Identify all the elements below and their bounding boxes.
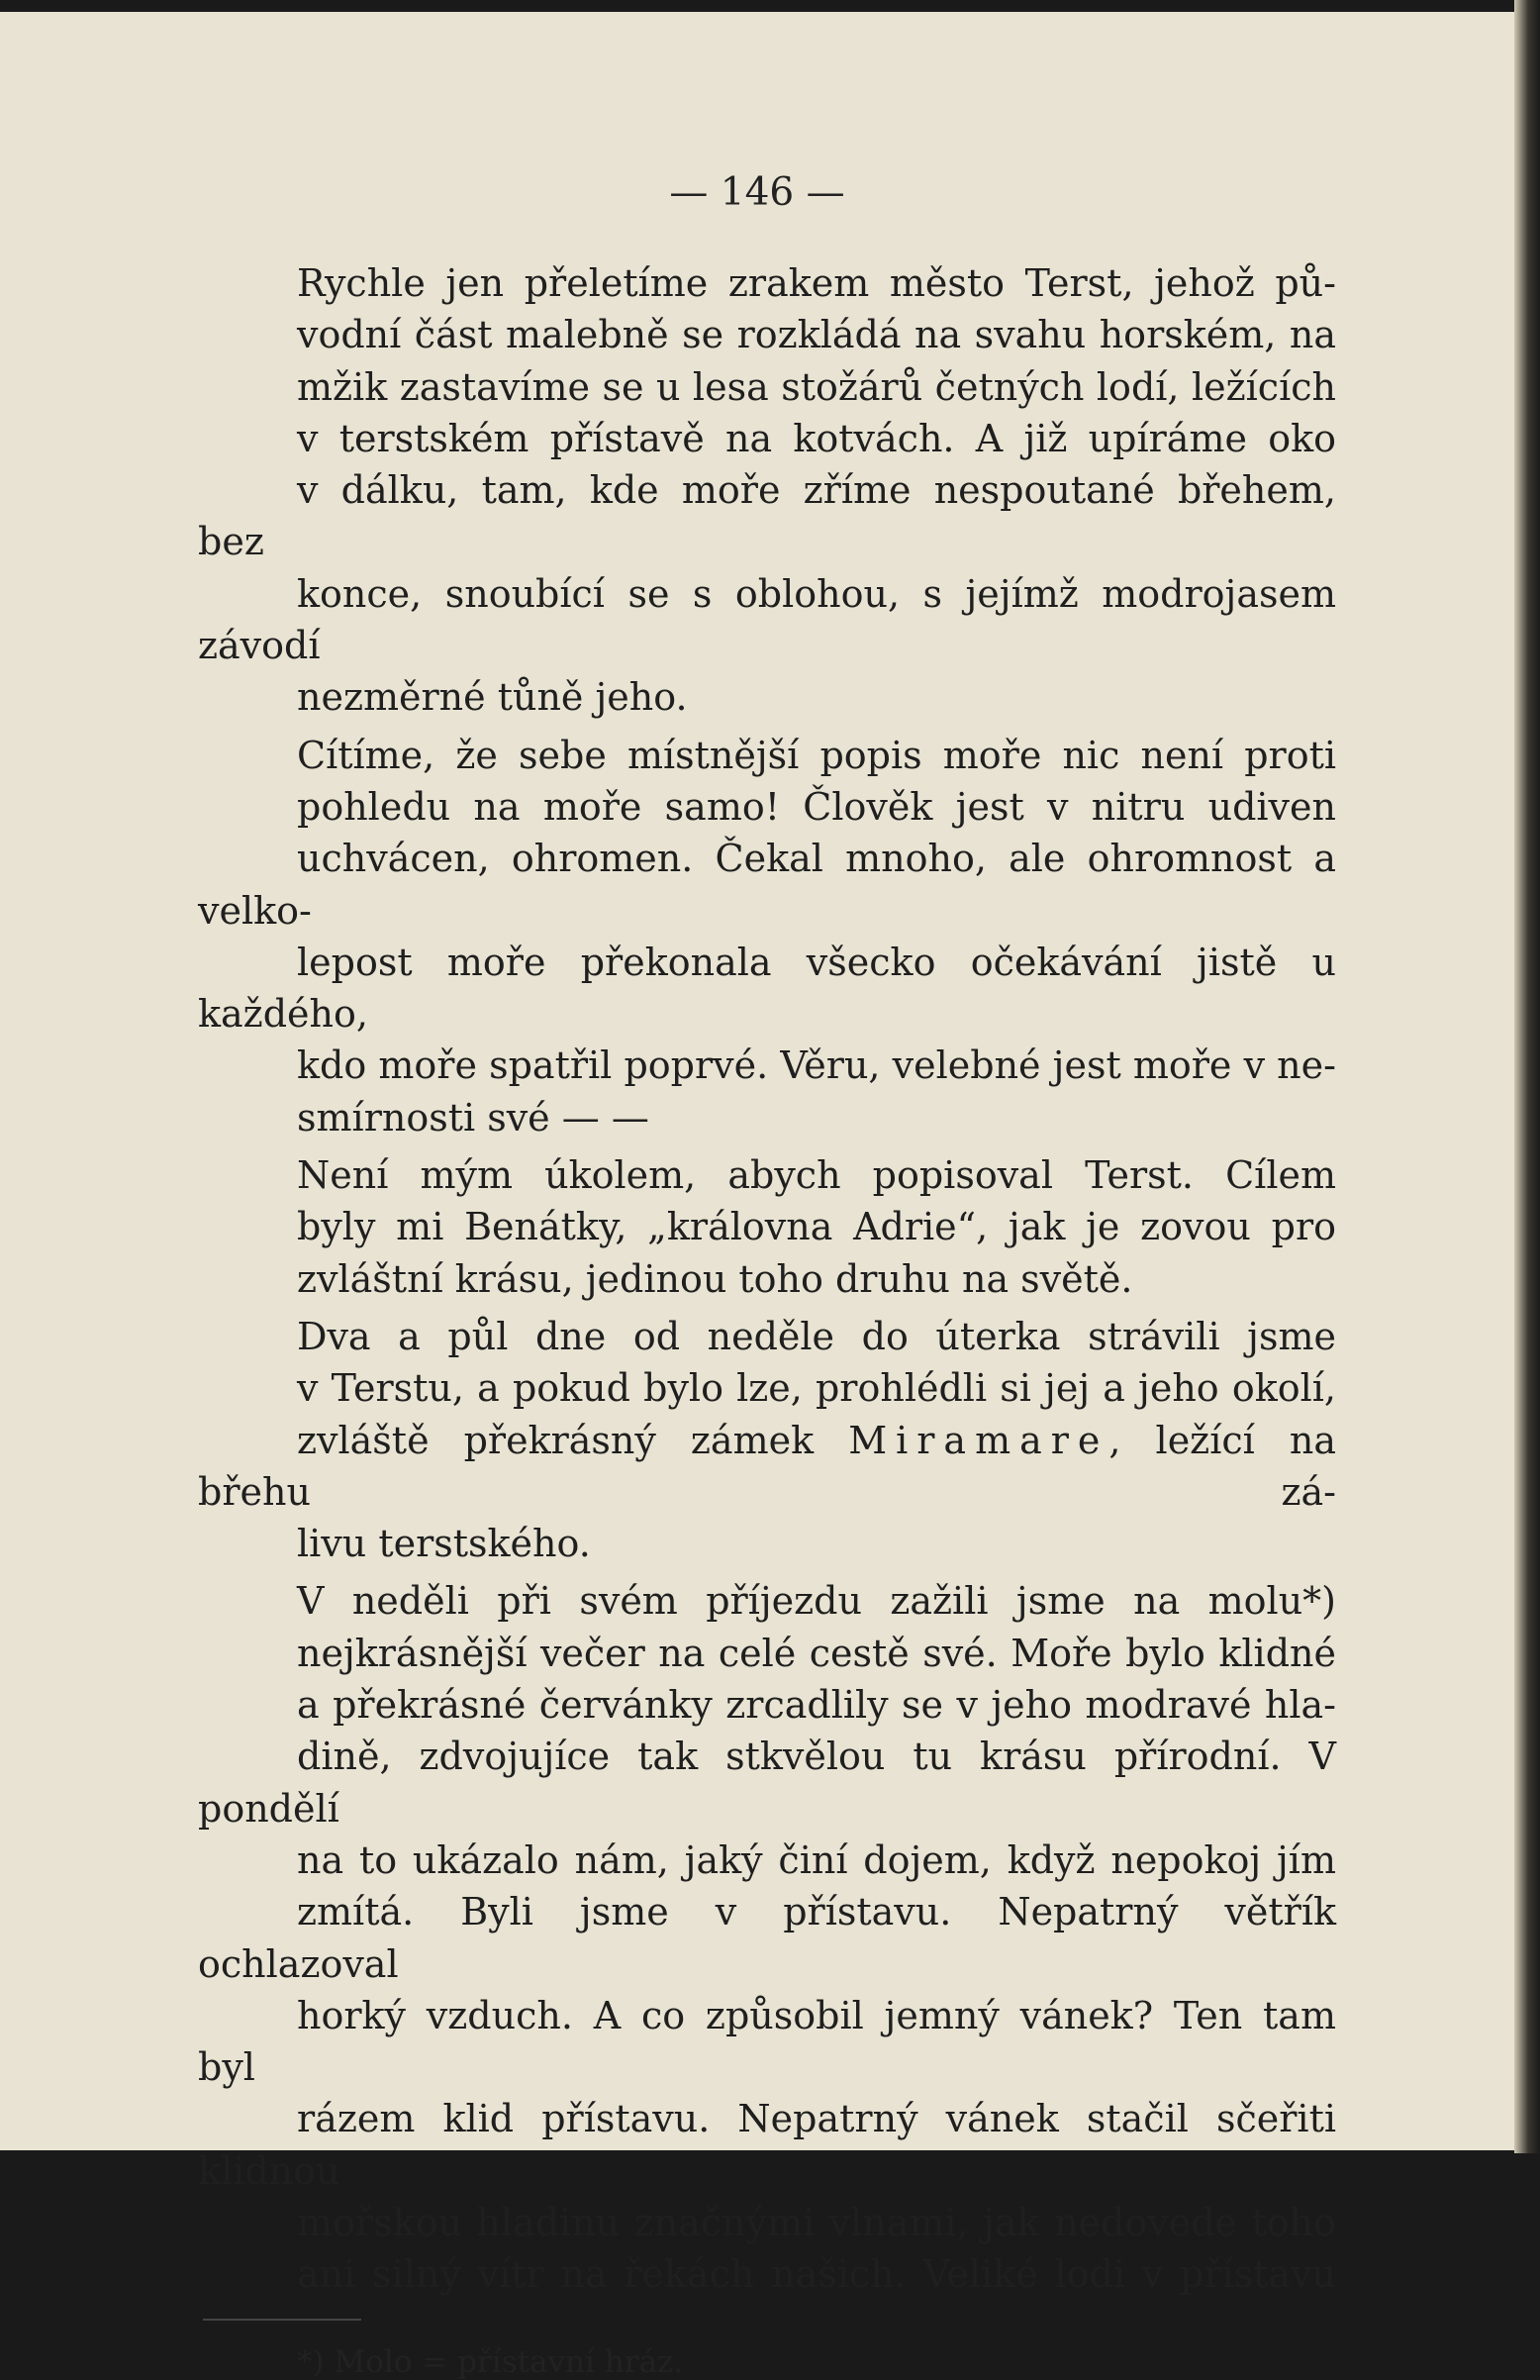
book-page bbox=[0, 12, 1514, 2380]
text-line: mořskou hladinu značnými vlnami, jak nedovede toho bbox=[297, 2200, 1336, 2244]
text-line: mžik zastavíme se u lesa stožárů četných lodí, ležících bbox=[297, 364, 1336, 409]
text-line: konce, snoubící se s oblohou, s jejímž modrojasem závodí bbox=[198, 571, 1336, 668]
text-line: zmítá. Byli jsme v přístavu. Nepatrný větřík ochlazoval bbox=[198, 1890, 1336, 1986]
paragraph-1 bbox=[198, 257, 1336, 724]
text-line: livu terstského. bbox=[297, 1522, 591, 1566]
text-line: Cítíme, že sebe místnější popis moře nic není proti bbox=[297, 733, 1336, 777]
text-line: a překrásné červánky zrcadlily se v jeho modravé hla- bbox=[297, 1683, 1336, 1728]
text-line: v Terstu, a pokud bylo lze, prohlédli si jej a jeho okolí, bbox=[297, 1366, 1336, 1411]
text-line: v dálku, tam, kde moře zříme nespoutané břehem, bez bbox=[198, 468, 1336, 564]
text-line: ani silný vítr na řekách našich. Veliké lodi v přístavu bbox=[297, 2252, 1336, 2297]
text-line: vodní část malebně se rozkládá na svahu horském, na bbox=[297, 313, 1336, 357]
text-line: V neděli při svém příjezdu zažili jsme na molu*) bbox=[297, 1579, 1336, 1624]
text-line: Dva a půl dne od neděle do úterka strávili jsme bbox=[297, 1314, 1336, 1358]
text-line: na to ukázalo nám, jaký činí dojem, když nepokoj jím bbox=[297, 1837, 1336, 1882]
text-line: zvláštní krásu, jedinou toho druhu na světě. bbox=[297, 1256, 1133, 1301]
spaced-word: Miramare bbox=[848, 1418, 1109, 1462]
body-text bbox=[198, 257, 1336, 2307]
paragraph-3 bbox=[198, 1149, 1336, 1305]
text-line: Rychle jen přeletíme zrakem město Terst, jehož pů- bbox=[297, 261, 1336, 305]
paragraph-4 bbox=[198, 1311, 1336, 1569]
text-line bbox=[198, 1415, 1336, 1519]
text-line: Není mým úkolem, abych popisoval Terst. Cílem bbox=[297, 1153, 1336, 1198]
text-line: rázem klid přístavu. Nepatrný vánek stačil sčeřiti klidnou bbox=[198, 2097, 1336, 2193]
paragraph-2 bbox=[198, 730, 1336, 1143]
text-line: dině, zdvojujíce tak stkvělou tu krásu přírodní. V pondělí bbox=[198, 1735, 1336, 1831]
text-fragment: zvláště překrásný zámek bbox=[297, 1418, 815, 1462]
text-line: byly mi Benátky, „královna Adrie“, jak je zovou pro bbox=[297, 1205, 1336, 1249]
footnote-rule bbox=[203, 2319, 361, 2321]
paragraph-5 bbox=[198, 1575, 1336, 2300]
page-number: — 146 — bbox=[669, 170, 845, 215]
text-line: lepost moře překonala všecko očekávání jistě u každého, bbox=[198, 940, 1336, 1037]
text-line: nejkrásnější večer na celé cestě své. Moře bylo klidné bbox=[297, 1631, 1336, 1675]
text-line: nezměrné tůně jeho. bbox=[297, 675, 688, 720]
text-line: v terstském přístavě na kotvách. A již upíráme oko bbox=[297, 416, 1336, 460]
page-edge bbox=[1514, 0, 1540, 2153]
text-line: pohledu na moře samo! Člověk jest v nitru udiven bbox=[297, 784, 1336, 829]
footnote: *) Molo = přístavní hráz. bbox=[297, 2344, 684, 2380]
text-line: horký vzduch. A co způsobil jemný vánek? Ten tam byl bbox=[198, 1993, 1336, 2090]
text-fragment: , ležící na břehu zá- bbox=[198, 1418, 1336, 1514]
text-line: smírnosti své — — bbox=[297, 1095, 649, 1140]
text-line: kdo moře spatřil poprvé. Věru, velebné jest moře v ne- bbox=[297, 1043, 1336, 1088]
text-line: uchvácen, ohromen. Čekal mnoho, ale ohromnost a velko- bbox=[198, 837, 1336, 933]
